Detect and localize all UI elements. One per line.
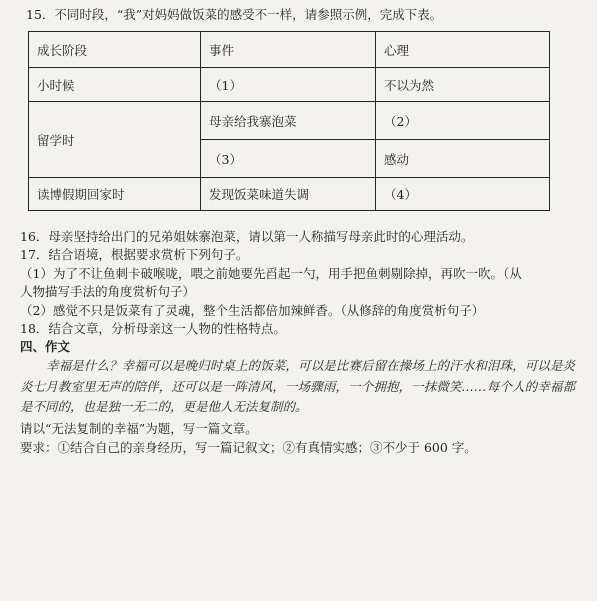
question-15: 15．不同时段，“我”对妈妈做饭菜的感受不一样，请参照示例，完成下表。: [26, 7, 443, 22]
header-event: 事件: [201, 32, 376, 68]
cell-feeling: 感动: [376, 140, 550, 178]
question-17-2: （2）感觉不只是饭菜有了灵魂，整个生活都倍加辣鲜香。（从修辞的角度赏析句子）: [20, 303, 485, 318]
header-feeling: 心理: [376, 32, 550, 68]
cell-stage: 读博假期回家时: [29, 178, 201, 211]
cell-event-blank: （1）: [201, 68, 376, 102]
question-17-1-line-2: 人物描写手法的角度赏析句子）: [20, 284, 196, 299]
cell-feeling: 不以为然: [376, 68, 550, 102]
header-stage: 成长阶段: [29, 32, 201, 68]
essay-title-instruction: 请以“无法复制的幸福”为题，写一篇文章。: [20, 421, 258, 436]
question-17: 17．结合语境，根据要求赏析下列句子。: [20, 247, 249, 262]
cell-event: 母亲给我寨泡菜: [201, 102, 376, 140]
essay-requirements: 要求：①结合自己的亲身经历，写一篇记叙文；②有真情实感；③不少于 600 字。: [20, 440, 477, 455]
growth-stage-table: [28, 31, 550, 211]
cell-stage: 留学时: [29, 102, 201, 178]
table-row: [29, 178, 550, 211]
section-heading-composition: 四、作文: [20, 339, 71, 354]
table-row: [29, 68, 550, 102]
cell-feeling-blank: （4）: [376, 178, 550, 211]
question-16: 16．母亲坚持给出门的兄弟姐妹寨泡菜，请以第一人称描写母亲此时的心理活动。: [20, 229, 474, 244]
cell-stage: 小时候: [29, 68, 201, 102]
cell-feeling-blank: （2）: [376, 102, 550, 140]
table-row: [29, 102, 550, 140]
cell-event-blank: （3）: [201, 140, 376, 178]
table-header-row: [29, 32, 550, 68]
essay-prompt: [20, 356, 575, 418]
cell-event: 发现饭菜味道失调: [201, 178, 376, 211]
question-17-1-line-1: （1）为了不让鱼刺卡破喉咙，喂之前她要先舀起一勺，用手把鱼刺剔除掉，再吹一吹。（从: [20, 266, 522, 281]
question-18: 18．结合文章，分析母亲这一人物的性格特点。: [20, 321, 286, 336]
essay-prompt-text: 幸福是什么？幸福可以是晚归时桌上的饭菜，可以是比赛后留在操场上的汗水和泪珠，可以是炎炎七月教室里无声的陪伴，还可以是一阵清风，一场骤雨，一个拥抱，一抹微笑……每个人的幸福都是不同的，也是独一无二的，更是他人无法复制的。: [20, 358, 575, 414]
